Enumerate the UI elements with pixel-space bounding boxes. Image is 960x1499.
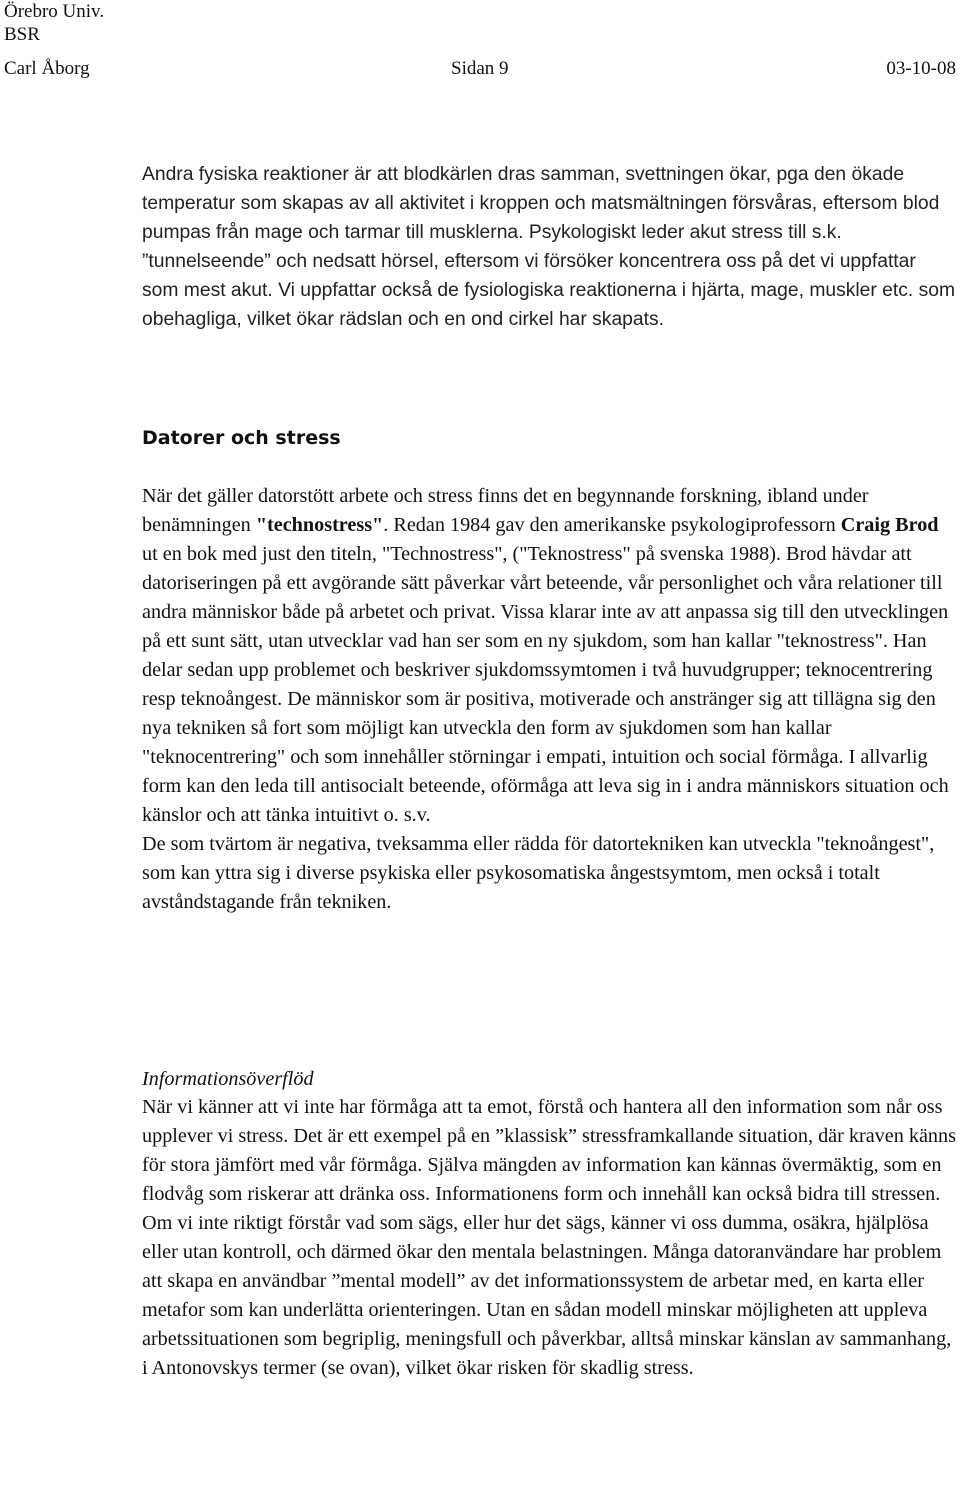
section-heading-informationsoverflod: Informationsöverflöd [142,1068,314,1090]
bold-term-technostress: "technostress" [255,514,384,536]
text-run: . Redan 1984 gav den amerikanske psykologiprofessorn [383,514,841,536]
section-informationsoverflod-body [142,1093,957,1383]
section-heading-datorer-och-stress: Datorer och stress [142,427,341,449]
text-run: ut en bok med just den titeln, "Technostress", ("Teknostress" på svenska 1988). Brod hävdar att datoriseringen på ett avgörande sätt påverkar vårt beteende, vår personlighet och våra relationer till andra människor både på arbetet och privat. Vissa klarar inte av att anpassa sig till den utvecklingen på ett sunt sätt, utan utvecklar vad han ser som en ny sjukdom, som han kallar "teknostress". Han delar sedan upp problemet och beskriver sjukdomssymtomen i två huvudgrupper; teknocentrering resp teknoångest. De människor som är positiva, motiverade och anstränger sig att tillägna sig den nya tekniken så fort som möjligt kan utveckla den form av sjukdomen som han kallar "teknocentrering" och som innehåller störningar i empati, intuition och social förmåga. I allvarlig form kan den leda till antisocialt beteende, oförmåga att leva sig in i andra människors situation och känslor och att tänka intuitivt o. s.v. [142,543,949,826]
paragraph-technostress [142,482,957,830]
header-date: 03-10-08 [886,58,956,79]
paragraph-teknoangest: De som tvärtom är negativa, tveksamma eller rädda för datortekniken kan utveckla "teknoångest", som kan yttra sig i diverse psykiska eller psykosomatiska ångestsymtom, men också i totalt avståndstagande från tekniken. [142,833,935,913]
bold-name-craig-brod: Craig Brod [840,514,939,536]
header-author: Carl Åborg [4,58,90,79]
header-department: BSR [4,24,40,45]
text-run: När det gäller datorstött arbete och stress finns det en begynnande forskning, ibland under benämningen [142,485,869,536]
paragraph-informationsoverflod: När vi känner att vi inte har förmåga att ta emot, förstå och hantera all den information som når oss upplever vi stress. Det är ett exempel på en ”klassisk” stressframkallande situation, där kraven känns för stora jämfört med vår förmåga. Själva mängden av information kan kännas övermäktig, som en flodvåg som riskerar att dränka oss. Informationens form och innehåll kan också bidra till stressen. Om vi inte riktigt förstår vad som sägs, eller hur det sägs, känner vi oss dumma, osäkra, hjälplösa eller utan kontroll, och därmed ökar den mentala belastningen. Många datoranvändare har problem att skapa en användbar ”mental modell” av det informationssystem de arbetar med, en karta eller metafor som kan underlätta orienteringen. Utan en sådan modell minskar möjligheten att uppleva arbetssituationen som begriplig, meningsfull och påverkbar, alltså minskar känslan av sammanhang, i Antonovskys termer (se ovan), vilket ökar risken för skadlig stress. [142,1096,956,1379]
header-institution: Örebro Univ. [4,1,105,22]
page-header [4,0,956,83]
section-datorer-och-stress-body [142,482,957,917]
intro-paragraph: Andra fysiska reaktioner är att blodkärlen dras samman, svettningen ökar, pga den ökade temperatur som skapas av all aktivitet i kroppen och matsmältningen försvåras, eftersom blod pumpas från mage och tarmar till musklerna. Psykologiskt leder akut stress till s.k. ”tunnelseende” och nedsatt hörsel, eftersom vi försöker koncentrera oss på det vi uppfattar som mest akut. Vi uppfattar också de fysiologiska reaktionerna i hjärta, mage, muskler etc. som obehagliga, vilket ökar rädslan och en ond cirkel har skapats. [142,164,956,330]
header-row [4,57,956,83]
header-page-number: Sidan 9 [451,58,509,79]
